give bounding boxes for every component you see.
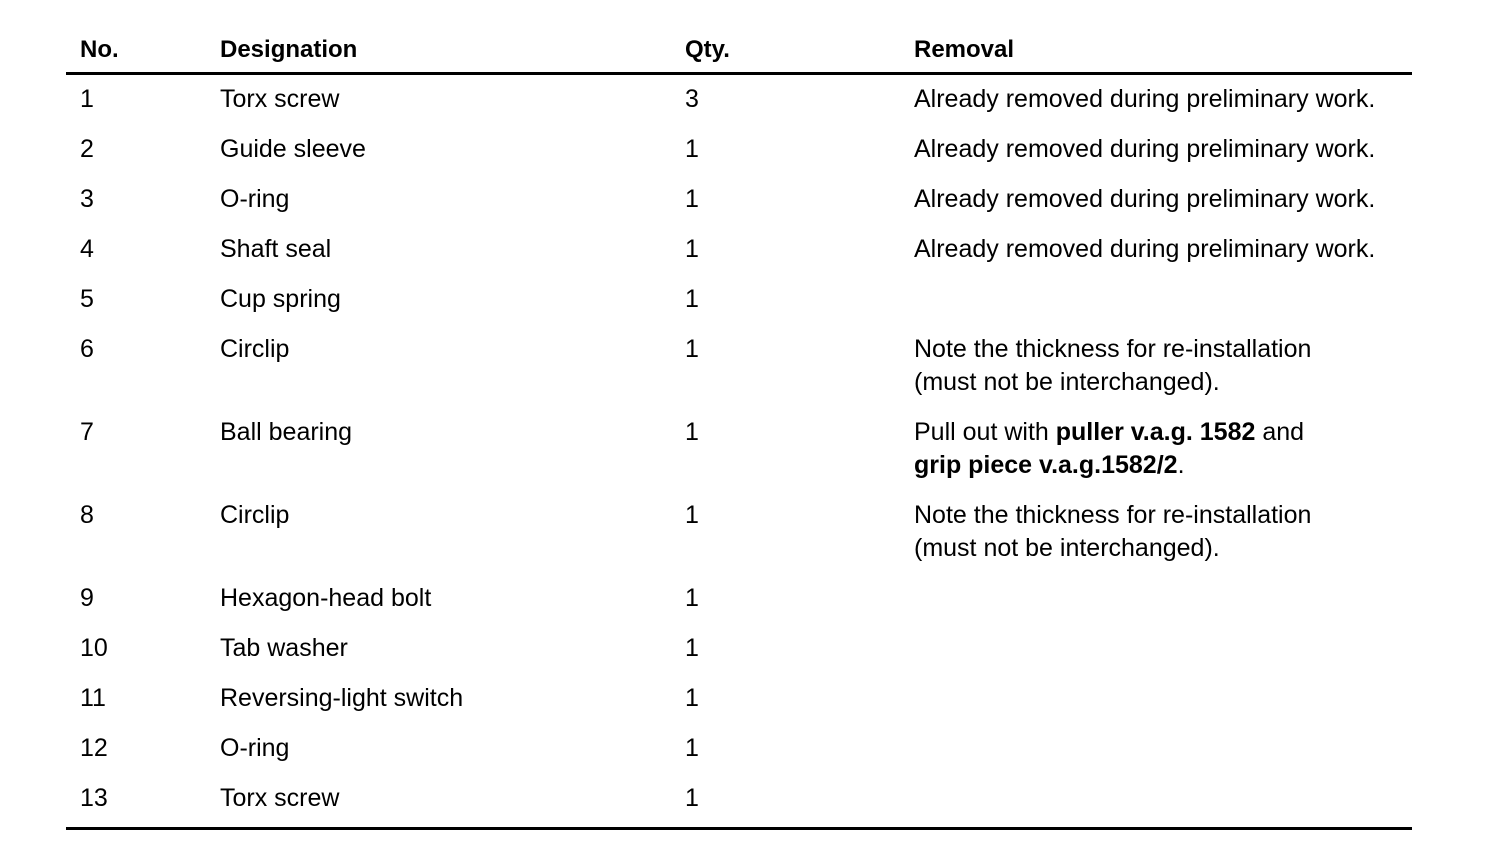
row-designation: Reversing-light switch: [220, 684, 464, 712]
header-qty: Qty.: [685, 36, 730, 63]
parts-table: [66, 0, 1412, 830]
row-designation: Cup spring: [220, 285, 341, 313]
removal-text: Note the thickness for re-installation (must not be interchanged).: [914, 501, 1312, 562]
row-quantity: 1: [685, 684, 699, 712]
row-number: 10: [80, 634, 108, 662]
row-number: 9: [80, 584, 94, 612]
row-number: 8: [80, 501, 94, 529]
row-quantity: 1: [685, 584, 699, 612]
table-row: [66, 774, 1412, 824]
row-removal: [914, 333, 1414, 399]
removal-text: Pull out with: [914, 418, 1056, 446]
removal-text: .: [1177, 451, 1185, 479]
row-quantity: 1: [685, 285, 699, 313]
table-row: [66, 75, 1412, 125]
row-removal: [914, 416, 1414, 482]
row-number: 6: [80, 335, 94, 363]
row-quantity: 1: [685, 135, 699, 163]
table-row: [66, 225, 1412, 275]
row-quantity: 1: [685, 185, 699, 213]
table-row: [66, 574, 1412, 624]
removal-tool-reference: puller v.a.g. 1582: [1055, 418, 1256, 446]
table-row: [66, 325, 1412, 408]
row-designation: O-ring: [220, 734, 290, 762]
row-number: 3: [80, 185, 94, 213]
row-removal: [914, 83, 1414, 116]
row-quantity: 1: [685, 634, 699, 662]
row-number: 4: [80, 235, 94, 263]
table-row: [66, 125, 1412, 175]
row-designation: Guide sleeve: [220, 135, 366, 163]
removal-text: Already removed during preliminary work.: [914, 135, 1376, 163]
row-number: 2: [80, 135, 94, 163]
row-designation: Circlip: [220, 501, 290, 529]
table-row: [66, 674, 1412, 724]
row-number: 5: [80, 285, 94, 313]
row-quantity: 3: [685, 85, 699, 113]
row-quantity: 1: [685, 734, 699, 762]
row-removal: [914, 133, 1414, 166]
row-quantity: 1: [685, 235, 699, 263]
table-row: [66, 624, 1412, 674]
row-designation: O-ring: [220, 185, 290, 213]
header-no: No.: [80, 36, 119, 63]
row-designation: Torx screw: [220, 85, 340, 113]
row-removal: [914, 233, 1414, 266]
row-designation: Torx screw: [220, 784, 340, 812]
table-row: [66, 408, 1412, 491]
header-designation: Designation: [220, 36, 358, 63]
table-row: [66, 175, 1412, 225]
row-number: 1: [80, 85, 94, 113]
row-removal: [914, 183, 1414, 216]
row-quantity: 1: [685, 335, 699, 363]
removal-text: Already removed during preliminary work.: [914, 185, 1376, 213]
row-number: 11: [80, 684, 106, 712]
row-designation: Hexagon-head bolt: [220, 584, 432, 612]
header-removal: Removal: [914, 36, 1015, 63]
row-quantity: 1: [685, 418, 699, 446]
row-designation: Tab washer: [220, 634, 348, 662]
row-number: 7: [80, 418, 94, 446]
table-row: [66, 724, 1412, 774]
row-designation: Circlip: [220, 335, 290, 363]
row-quantity: 1: [685, 501, 699, 529]
removal-text: and: [1262, 418, 1305, 446]
removal-text: Already removed during preliminary work.: [914, 85, 1376, 113]
table-body: [66, 75, 1412, 824]
table-row: [66, 275, 1412, 325]
table-bottom-rule: [66, 827, 1412, 830]
row-number: 12: [80, 734, 108, 762]
table-row: [66, 491, 1412, 574]
removal-text: Already removed during preliminary work.: [914, 235, 1376, 263]
removal-text: Note the thickness for re-installation (must not be interchanged).: [914, 335, 1312, 396]
row-quantity: 1: [685, 784, 699, 812]
row-designation: Ball bearing: [220, 418, 353, 446]
removal-tool-reference: grip piece v.a.g.1582/2: [914, 451, 1178, 479]
table-header: [66, 0, 1412, 75]
row-number: 13: [80, 784, 108, 812]
row-designation: Shaft seal: [220, 235, 332, 263]
row-removal: [914, 499, 1414, 565]
